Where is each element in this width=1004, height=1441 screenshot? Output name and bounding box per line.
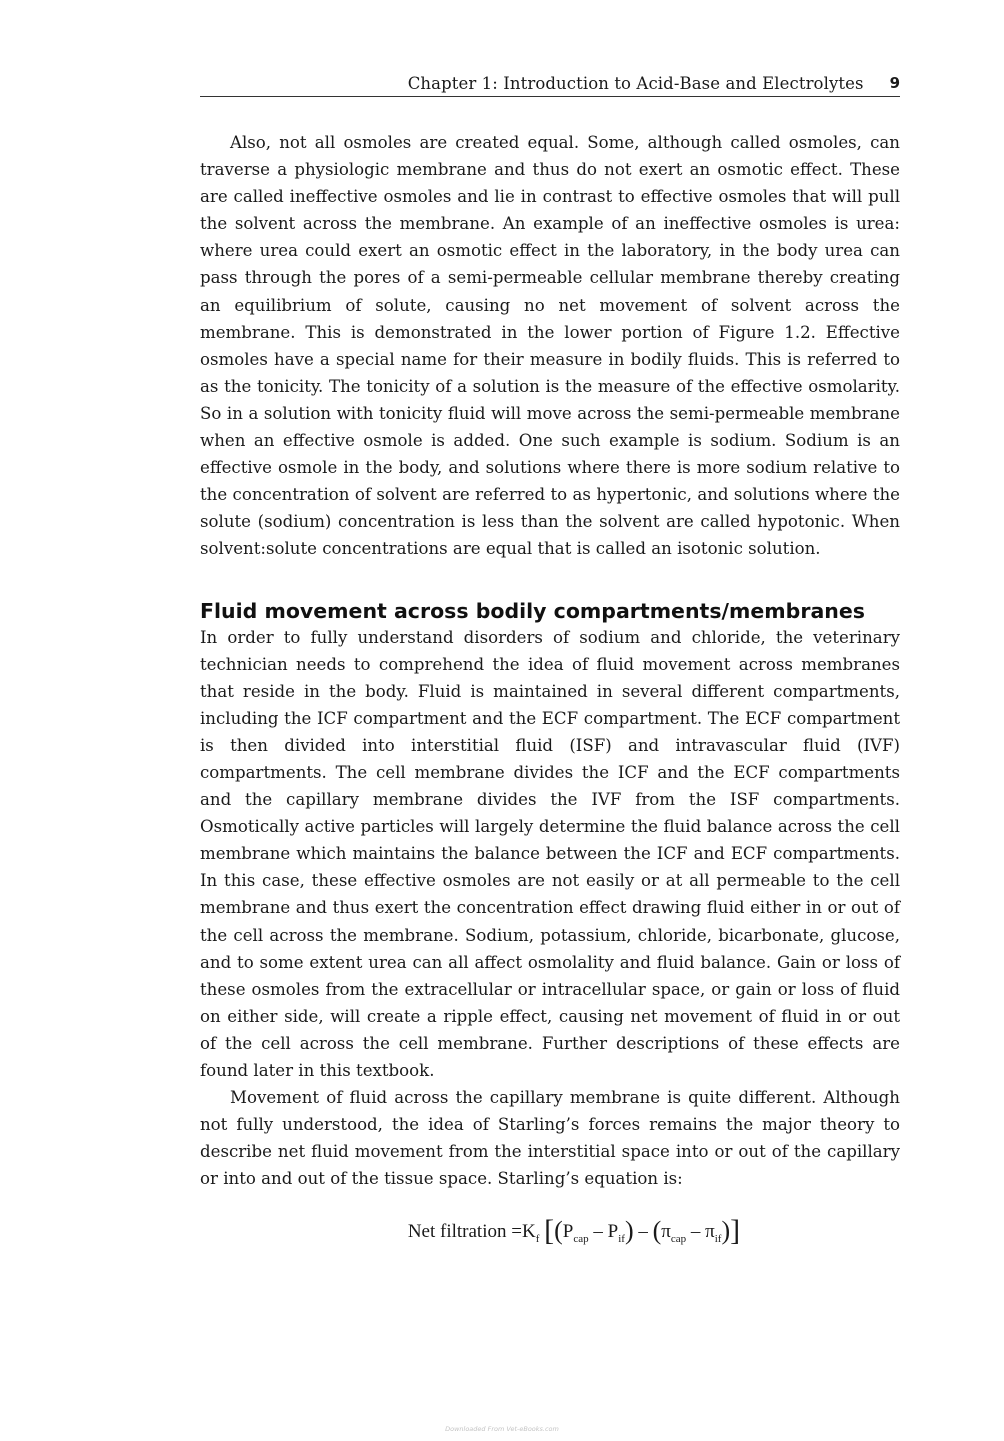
- section-heading: Fluid movement across bodily compartments/membranes: [200, 598, 865, 623]
- equation-minus-1: –: [593, 1221, 603, 1243]
- equation-k: K: [521, 1221, 536, 1243]
- equation-lhs: Net filtration: [407, 1221, 507, 1243]
- equation-right-bracket: ]: [730, 1214, 741, 1248]
- paragraph-osmoles: Also, not all osmoles are created equal. Some, although called osmoles, can traverse a physiologic membrane and thus do not exert an osmotic effect. These are called ineffective osmoles and lie in contrast to effective osmoles that will pull the solvent across the membrane. An example of an ineffective osmoles is urea: where urea could exert an osmotic effect in the laboratory, in the body urea can pass through the pores of a semi-permeable cellular membrane thereby creating an equilibrium of solute, causing no net movement of solvent across the membrane. This is demonstrated in the lower portion of Figure 1.2. Effective osmoles have a special name for their measure in bodily fluids. This is referred to as the tonicity. The tonicity of a solution is the measure of the effective osmolarity. So in a solution with tonicity fluid will move across the semi-permeable membrane when an effective osmole is added. One such example is sodium. Sodium is an effective osmole in the body, and solutions where there is more sodium relative to the concentration of solvent are referred to as hypertonic, and solutions where the solute (sodium) concentration is less than the solvent are called hypotonic. When solvent:solute concentrations are equal that is called an isotonic solution.: [200, 133, 900, 559]
- footer-watermark: Downloaded From Vet-eBooks.com: [445, 1425, 559, 1433]
- page-body: [200, 129, 900, 1256]
- equation-k-sub: f: [535, 1233, 540, 1246]
- paragraph-starling: Movement of fluid across the capillary membrane is quite different. Although not fully understood, the idea of Starling’s forces remains the major theory to describe net fluid movement from the interstitial space into or out of the capillary or into and out of the tissue space. Starling’s equation is:: [200, 1088, 900, 1189]
- equation-p-if: P: [607, 1221, 619, 1243]
- equation-p-if-sub: if: [618, 1233, 625, 1246]
- equation-p-cap: P: [562, 1221, 574, 1243]
- equation-equals: =: [511, 1221, 522, 1243]
- equation-p-cap-sub: cap: [573, 1233, 589, 1246]
- equation-pi-cap: π: [661, 1221, 671, 1243]
- paragraph-fluid-movement: In order to fully understand disorders of sodium and chloride, the veterinary technician needs to comprehend the idea of fluid movement across membranes that reside in the body. Fluid is maintained in several different compartments, including the ICF compartment and the ECF compartment. The ECF compartment is then divided into interstitial fluid (ISF) and intravascular fluid (IVF) compartments. The cell membrane divides the ICF and the ECF compartments and the capillary membrane divides the IVF from the ISF compartments. Osmotically active particles will largely determine the fluid balance across the cell membrane which maintains the balance between the ICF and ECF compartments. In this case, these effective osmoles are not easily or at all permeable to the cell membrane and thus exert the concentration effect drawing fluid either in or out of the cell across the membrane. Sodium, potassium, chloride, bicarbonate, glucose, and to some extent urea can all affect osmolality and fluid balance. Gain or loss of these osmoles from the extracellular or intracellular space, or gain or loss of fluid on either side, will create a ripple effect, causing net movement of fluid in or out of the cell across the cell membrane. Further descriptions of these effects are found later in this textbook.: [200, 627, 900, 1080]
- equation-left-bracket: [: [544, 1214, 555, 1248]
- equation-right-paren-2: ): [721, 1216, 731, 1246]
- starling-equation: [200, 1214, 900, 1256]
- running-head: [200, 70, 900, 97]
- equation-pi-cap-sub: cap: [670, 1233, 687, 1246]
- page-number: 9: [889, 74, 900, 92]
- equation-pi-if: π: [705, 1221, 715, 1243]
- equation-right-paren-1: ): [624, 1216, 634, 1246]
- equation-minus-3: –: [690, 1221, 701, 1243]
- equation-pi-if-sub: if: [714, 1233, 722, 1246]
- chapter-title: Chapter 1: Introduction to Acid-Base and Electrolytes: [407, 73, 864, 93]
- equation-minus-2: –: [638, 1221, 648, 1243]
- equation-left-paren-2: (: [652, 1216, 662, 1246]
- equation-left-paren-1: (: [554, 1216, 563, 1246]
